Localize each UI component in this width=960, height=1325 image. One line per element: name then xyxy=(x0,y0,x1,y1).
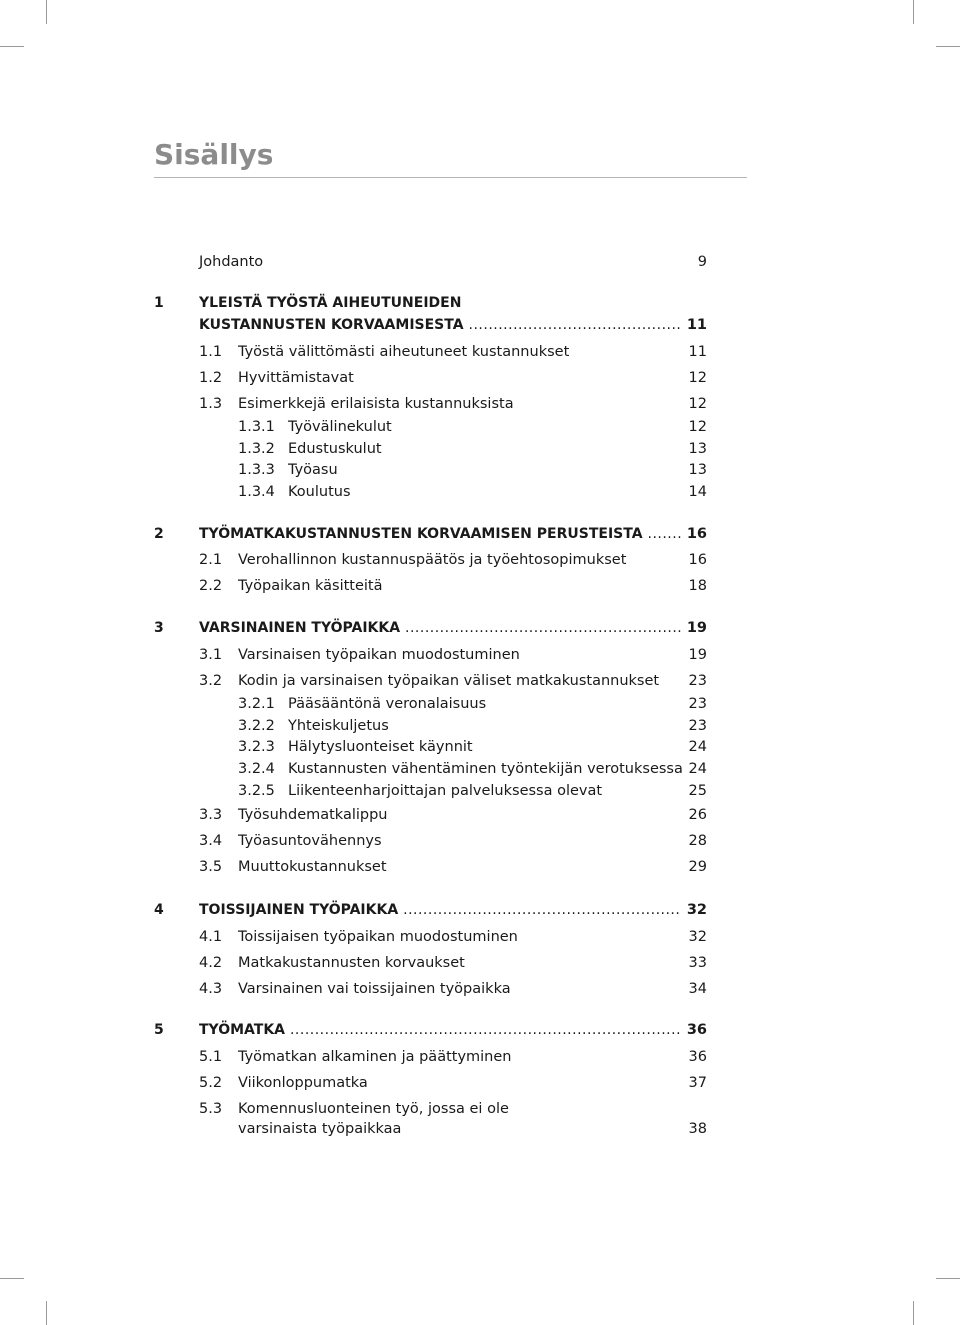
toc-title: Edustuskulut xyxy=(288,441,382,457)
toc-number: 5.3 xyxy=(199,1101,223,1117)
toc-title: Työasuntovähennys xyxy=(238,833,382,849)
toc-number: 5.2 xyxy=(199,1075,223,1091)
toc-title: Työvälinekulut xyxy=(288,419,392,435)
toc-number: 1 xyxy=(154,295,164,311)
toc-title: Työstä välittömästi aiheutuneet kustannukset xyxy=(238,344,570,360)
toc-page-number: 9 xyxy=(697,254,707,270)
toc-title: Toissijaisen työpaikan muodostuminen xyxy=(238,929,518,945)
toc-number: 1.1 xyxy=(199,344,223,360)
toc-page-number: 12 xyxy=(688,396,707,412)
toc-number: 5 xyxy=(154,1022,164,1038)
toc-page-number: 23 xyxy=(688,718,707,734)
toc-page-number: 24 xyxy=(688,739,707,755)
toc-number: 3.2 xyxy=(199,673,223,689)
toc-page-number: 13 xyxy=(688,462,707,478)
toc-number: 1.2 xyxy=(199,370,223,386)
toc-title: Hyvittämistavat xyxy=(238,370,354,386)
toc-number: 4.3 xyxy=(199,981,223,997)
toc-number: 4.1 xyxy=(199,929,223,945)
toc-page-number: 16 xyxy=(686,526,707,542)
toc-title: Koulutus xyxy=(288,484,351,500)
toc-page-number: 28 xyxy=(688,833,707,849)
toc-page-number: 11 xyxy=(688,344,707,360)
toc-page-number: 13 xyxy=(688,441,707,457)
toc-title: Viikonloppumatka xyxy=(238,1075,368,1091)
toc-page-number: 14 xyxy=(688,484,707,500)
toc-title: TOISSIJAINEN TYÖPAIKKA ........................................................ xyxy=(199,902,681,918)
toc-title: Komennusluonteinen työ, jossa ei ole xyxy=(238,1101,509,1117)
toc-page-number: 33 xyxy=(688,955,707,971)
toc-title: Yhteiskuljetus xyxy=(288,718,389,734)
toc-number: 3 xyxy=(154,620,164,636)
toc-title: Työpaikan käsitteitä xyxy=(238,578,383,594)
toc-page-number: 23 xyxy=(688,696,707,712)
toc-title: Hälytysluonteiset käynnit xyxy=(288,739,473,755)
toc-title: Työasu xyxy=(288,462,338,478)
toc-title: Varsinainen vai toissijainen työpaikka xyxy=(238,981,511,997)
toc-page-number: 32 xyxy=(688,929,707,945)
toc-title: Kodin ja varsinaisen työpaikan väliset matkakustannukset xyxy=(238,673,660,689)
toc-page-number: 32 xyxy=(686,902,707,918)
toc-page-number: 26 xyxy=(688,807,707,823)
toc-number: 4.2 xyxy=(199,955,223,971)
toc-number: 3.2.4 xyxy=(238,761,275,777)
dot-leader: ........................................................ xyxy=(398,902,681,918)
toc-page-number: 24 xyxy=(688,761,707,777)
toc-number: 3.1 xyxy=(199,647,223,663)
toc-title: Pääsääntönä veronalaisuus xyxy=(288,696,487,712)
toc-page-number: 19 xyxy=(686,620,707,636)
toc-title: Esimerkkejä erilaisista kustannuksista xyxy=(238,396,514,412)
toc-number: 2.1 xyxy=(199,552,223,568)
toc-title: Johdanto xyxy=(199,254,264,270)
dot-leader: ............................................................................... xyxy=(285,1022,682,1038)
toc-title: VARSINAINEN TYÖPAIKKA ........................................................ xyxy=(199,620,683,636)
toc-page-number: 11 xyxy=(686,317,707,333)
toc-page-number: 23 xyxy=(688,673,707,689)
toc-page-number: 38 xyxy=(688,1121,707,1137)
toc-number: 2.2 xyxy=(199,578,223,594)
toc-title: YLEISTÄ TYÖSTÄ AIHEUTUNEIDEN xyxy=(199,295,462,311)
toc-title: TYÖMATKA ............................................................................... xyxy=(199,1022,682,1038)
toc-title: Muuttokustannukset xyxy=(238,859,387,875)
toc-page-number: 19 xyxy=(688,647,707,663)
toc-page-number: 36 xyxy=(688,1049,707,1065)
toc-number: 1.3 xyxy=(199,396,223,412)
toc-title: Matkakustannusten korvaukset xyxy=(238,955,465,971)
toc-number: 3.2.2 xyxy=(238,718,275,734)
toc-title: TYÖMATKAKUSTANNUSTEN KORVAAMISEN PERUSTEISTA ....... xyxy=(199,526,683,542)
toc-title: varsinaista työpaikkaa xyxy=(238,1121,402,1137)
toc-title: Liikenteenharjoittajan palveluksessa olevat xyxy=(288,783,603,799)
dot-leader: ........................................................ xyxy=(400,620,683,636)
dot-leader: ........................................... xyxy=(463,317,682,333)
toc-number: 1.3.3 xyxy=(238,462,275,478)
toc-page-number: 34 xyxy=(688,981,707,997)
toc-page-number: 29 xyxy=(688,859,707,875)
toc-page-number: 25 xyxy=(688,783,707,799)
toc-number: 3.2.1 xyxy=(238,696,275,712)
toc-page-number: 37 xyxy=(688,1075,707,1091)
toc-number: 1.3.2 xyxy=(238,441,275,457)
toc-page-number: 36 xyxy=(686,1022,707,1038)
toc-number: 5.1 xyxy=(199,1049,223,1065)
toc-title: KUSTANNUSTEN KORVAAMISESTA ........................................... xyxy=(199,317,682,333)
toc-title: Varsinaisen työpaikan muodostuminen xyxy=(238,647,520,663)
toc-page-number: 18 xyxy=(688,578,707,594)
toc-number: 3.5 xyxy=(199,859,223,875)
toc-number: 3.4 xyxy=(199,833,223,849)
page-title: Sisällys xyxy=(154,138,274,171)
toc-title: Kustannusten vähentäminen työntekijän verotuksessa xyxy=(288,761,683,777)
toc-number: 3.2.3 xyxy=(238,739,275,755)
toc-page-number: 16 xyxy=(688,552,707,568)
toc-page-number: 12 xyxy=(688,370,707,386)
toc-number: 1.3.4 xyxy=(238,484,275,500)
toc-title: Työsuhdematkalippu xyxy=(238,807,388,823)
toc-number: 2 xyxy=(154,526,164,542)
toc-number: 1.3.1 xyxy=(238,419,275,435)
dot-leader: ....... xyxy=(642,526,683,542)
toc-number: 4 xyxy=(154,902,164,918)
toc-title: Verohallinnon kustannuspäätös ja työehtosopimukset xyxy=(238,552,627,568)
toc-number: 3.2.5 xyxy=(238,783,275,799)
toc-title: Työmatkan alkaminen ja päättyminen xyxy=(238,1049,512,1065)
toc-number: 3.3 xyxy=(199,807,223,823)
toc-page-number: 12 xyxy=(688,419,707,435)
